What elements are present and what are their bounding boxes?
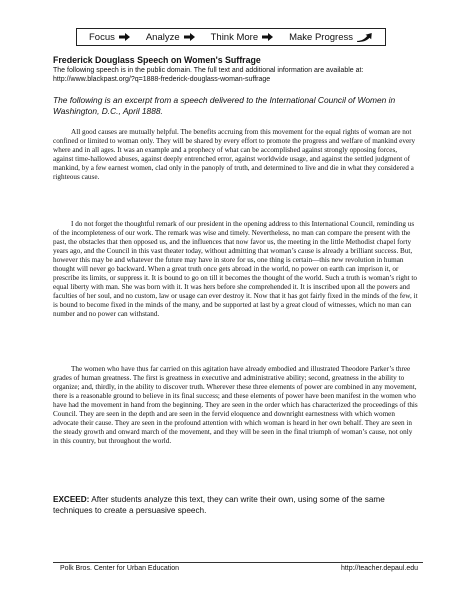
nav-label: Analyze [145, 31, 180, 43]
arrow-right-icon [262, 33, 273, 41]
nav-item-focus[interactable] [89, 32, 130, 43]
exceed-note [53, 494, 423, 516]
speech-paragraph-2: I do not forget the thoughtful remark of our president in the opening address to this International Council, reminding us of the incompleteness of our work. The remark was wise and timely. Nevertheless, no man can compare the present with the past, the obstacles that then opposed us, and the influences that now favor us, the meeting in the little Methodist chapel forty years ago, and the Council in this vast theater today, without admitting that woman’s cause is already a brilliant success. But, however this may be and whatever the future may have in store for us, one thing is certain—this new revolution in human thought will never go backward. When a great truth once gets abroad in the world, no power on earth can imprison it, or prescribe its limits, or suppress it. It is bound to go on till it becomes the thought of the world. Such a truth is woman’s right to equal liberty with man. She was born with it. It was hers before she comprehended it. It is inscribed upon all the powers and faculties of her soul, and no custom, law or usage can ever destroy it. Now that it has got fairly fixed in the minds of the few, it is bound to become fixed in the minds of the many, and be supported at last by a great cloud of witnesses, which no man can number and no power can withstand. [53, 220, 418, 319]
footer-url[interactable]: http://teacher.depaul.edu [340, 565, 418, 572]
nav-bar [76, 28, 386, 46]
document-title: Frederick Douglass Speech on Women's Suffrage [53, 55, 261, 65]
nav-label: Focus [88, 31, 115, 43]
speech-paragraph-1: All good causes are mutually helpful. The benefits accruing from this movement for the equal rights of woman are not confined or limited to woman only. They will be shared by every effort to promote the progress and welfare of mankind every where and in all ages. It was an example and a prophecy of what can be accomplished against strongly opposing forces, against time-hallowed abuses, against deeply entrenched error, against worldwide usage, and against the settled judgment of mankind, by a few earnest women, clad only in the panoply of truth, and determined to live and die in what they considered a righteous cause. [53, 128, 416, 182]
exceed-text: After students analyze this text, they can write their own, using some of the same techniques to create a persuasive speech. [53, 495, 385, 515]
source-note: The following speech is in the public domain. The full text and additional information are available at: [53, 67, 364, 74]
nav-item-think-more[interactable] [211, 32, 274, 43]
arrow-right-icon [184, 33, 195, 41]
nav-item-analyze[interactable] [146, 32, 195, 43]
exceed-label: EXCEED: [53, 495, 90, 504]
nav-item-make-progress[interactable] [289, 32, 373, 43]
nav-label: Think More [210, 31, 259, 43]
speech-paragraph-3: The women who have thus far carried on this agitation have already embodied and illustrated Theodore Parker’s three grades of human greatness. The first is greatness in executive and administrative ability; second, greatness in the ability to organize; and, thirdly, in the ability to discover truth. Wherever these three elements of power are combined in any movement, there is a reasonable ground to believe in its final success; and these elements of power have been manifest in the women who have had the movement in hand from the beginning. They are seen in the order which has characterized the proceedings of this Council. They are seen in the depth and are seen in the fervid eloquence and downright earnestness with which women advocate their cause. They are seen in the profound attention with which woman is heard in her own behalf. They are seen in the steady growth and onward march of the movement, and they will be seen in the final triumph of woman’s cause, not only in this country, but throughout the world. [53, 365, 418, 446]
footer-divider [53, 562, 423, 563]
nav-label: Make Progress [289, 31, 353, 43]
curved-arrow-up-icon [357, 33, 373, 42]
footer-organization: Polk Bros. Center for Urban Education [60, 565, 180, 572]
source-url[interactable]: http://www.blackpast.org/?q=1888-frederick-douglass-woman-suffrage [53, 76, 271, 83]
arrow-right-icon [119, 33, 130, 41]
intro-text: The following is an excerpt from a speech delivered to the International Council of Women in Washington, D.C., April 1888. [53, 95, 396, 116]
document-header [53, 55, 423, 84]
